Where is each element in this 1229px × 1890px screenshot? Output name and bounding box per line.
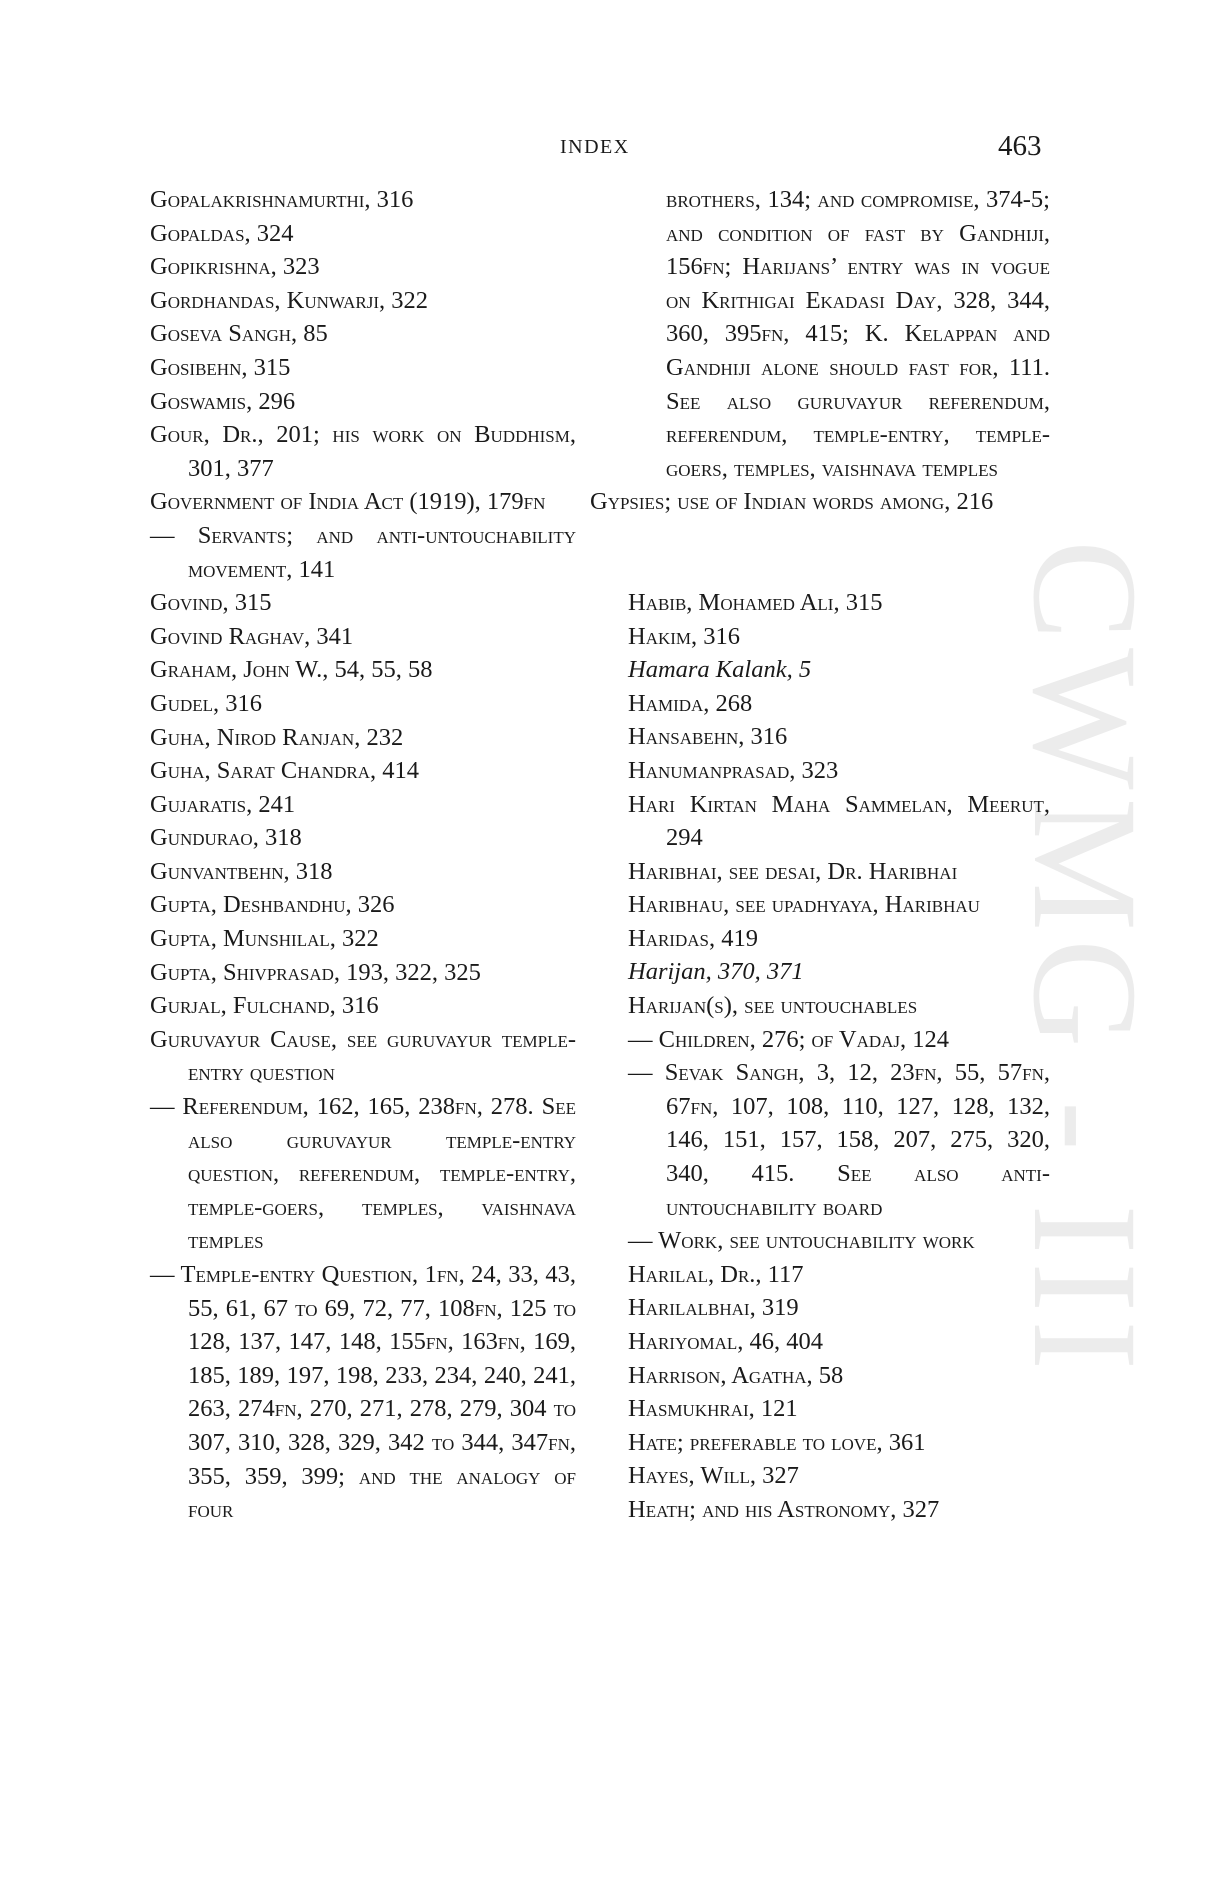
index-entry: Gujaratis, 241 (150, 790, 296, 818)
page-header (0, 130, 1229, 170)
index-entry: Gudel, 316 (150, 689, 263, 717)
index-entry: Hate; preferable to love, 361 (628, 1428, 926, 1456)
index-entry: Gundurao, 318 (150, 824, 302, 852)
index-entry: Gopalakrishnamurthi, 316 (150, 186, 414, 213)
index-entry: Gurjal, Fulchand, 316 (150, 992, 379, 1020)
running-head: INDEX (560, 136, 630, 158)
index-entry: Hayes, Will, 327 (628, 1462, 799, 1490)
index-entry: Haribhai, see desai, Dr. Haribhai (628, 857, 958, 885)
index-entry: Hari Kirtan Maha Sammelan, Meerut, 294 (628, 790, 1050, 852)
index-entry: Guruvayur Cause, see guruvayur temple-entry question (150, 1025, 576, 1087)
index-entry: Gupta, Shivprasad, 193, 322, 325 (150, 958, 481, 986)
left-column (150, 183, 576, 1527)
index-entry: Haridas, 419 (628, 924, 758, 952)
index-entry: Hamida, 268 (628, 689, 753, 717)
index-subentry: — Temple-entry Question, 1fn, 24, 33, 43, 55, 61, 67 to 69, 72, 77, 108fn, 125 to 128, 137, 147, 148, 155fn, 163fn, 169, 185, 189, 197, 198, 233, 234, 240, 241, 263, 274fn, 270, 271, 278, 279, 304 to 307, 310, 328, 329, 342 to 344, 347fn, 355, 359, 399; and the analogy of four (150, 1261, 576, 1524)
index-entry: Gopaldas, 324 (150, 219, 294, 247)
index-entry: Gunvantbehn, 318 (150, 857, 333, 885)
section-gap (628, 519, 1050, 586)
index-entry: Haribhau, see upadhyaya, Haribhau (628, 891, 980, 919)
index-entry: Guha, Nirod Ranjan, 232 (150, 723, 404, 751)
index-entry: Harilalbhai, 319 (628, 1294, 799, 1322)
index-entry: Govind Raghav, 341 (150, 622, 354, 650)
index-entry: Gupta, Deshbandhu, 326 (150, 891, 395, 919)
index-entry: Goswamis, 296 (150, 387, 296, 415)
index-entry: Hanumanprasad, 323 (628, 756, 839, 784)
index-entry: Harijan(s), see untouchables (628, 992, 918, 1020)
index-subentry: — Servants; and anti-untouchability movement, 141 (150, 521, 576, 583)
index-entry: Hasmukhrai, 121 (628, 1395, 798, 1423)
index-entry: Gour, Dr., 201; his work on Buddhism, 301, 377 (150, 421, 576, 482)
index-entry: Govind, 315 (150, 589, 272, 617)
right-column (590, 183, 1050, 1527)
index-entry: Habib, Mohamed Ali, 315 (628, 588, 883, 616)
index-entry: Hamara Kalank, 5 (628, 656, 812, 684)
index-entry: Hansabehn, 316 (628, 723, 788, 751)
index-entry: Government of India Act (1919), 179fn (150, 488, 546, 516)
index-entry: Gupta, Munshilal, 322 (150, 925, 379, 953)
watermark: CWMG - III (1002, 540, 1168, 1379)
index-entry: Harrison, Agatha, 58 (628, 1361, 844, 1389)
index-subentry: — Sevak Sangh, 3, 12, 23fn, 55, 57fn, 67fn, 107, 108, 110, 127, 128, 132, 146, 151, 157, 158, 207, 275, 320, 340, 415. See also anti-untouchability board (628, 1059, 1050, 1221)
index-entry: Gopikrishna, 323 (150, 253, 320, 281)
index-entry: Hakim, 316 (628, 622, 741, 650)
index-entry: Graham, John W., 54, 55, 58 (150, 656, 433, 684)
page-number: 463 (998, 130, 1042, 162)
index-entry: Harijan, 370, 371 (628, 958, 804, 986)
index-entry: Goseva Sangh, 85 (150, 320, 328, 348)
index-entry: Guha, Sarat Chandra, 414 (150, 757, 419, 785)
index-entry: Heath; and his Astronomy, 327 (628, 1495, 940, 1523)
index-entry: Hariyomal, 46, 404 (628, 1328, 824, 1355)
index-entry: Gypsies; use of Indian words among, 216 (590, 488, 994, 516)
index-entry-continued: brothers, 134; and compromise, 374-5; and condition of fast by Gandhiji, 156fn; Harijans’ entry was in vogue on Krithigai Ekadasi Day, 328, 344, 360, 395fn, 415; K. Kelappan and Gandhiji alone should fast for, 111. See also guruvayur referendum, referendum, temple-entry, temple-goers, temples, vaishnava temples (666, 186, 1050, 482)
index-entry: Gosibehn, 315 (150, 353, 291, 381)
index-subentry: — Work, see untouchability work (628, 1227, 975, 1255)
index-subentry: — Children, 276; of Vadaj, 124 (628, 1025, 950, 1053)
index-entry: Gordhandas, Kunwarji, 322 (150, 286, 428, 314)
index-subentry: — Referendum, 162, 165, 238fn, 278. See also guruvayur temple-entry question, referendum, temple-entry, temple-goers, temples, vaishnava temples (150, 1093, 576, 1255)
index-entry: Harilal, Dr., 117 (628, 1260, 804, 1288)
